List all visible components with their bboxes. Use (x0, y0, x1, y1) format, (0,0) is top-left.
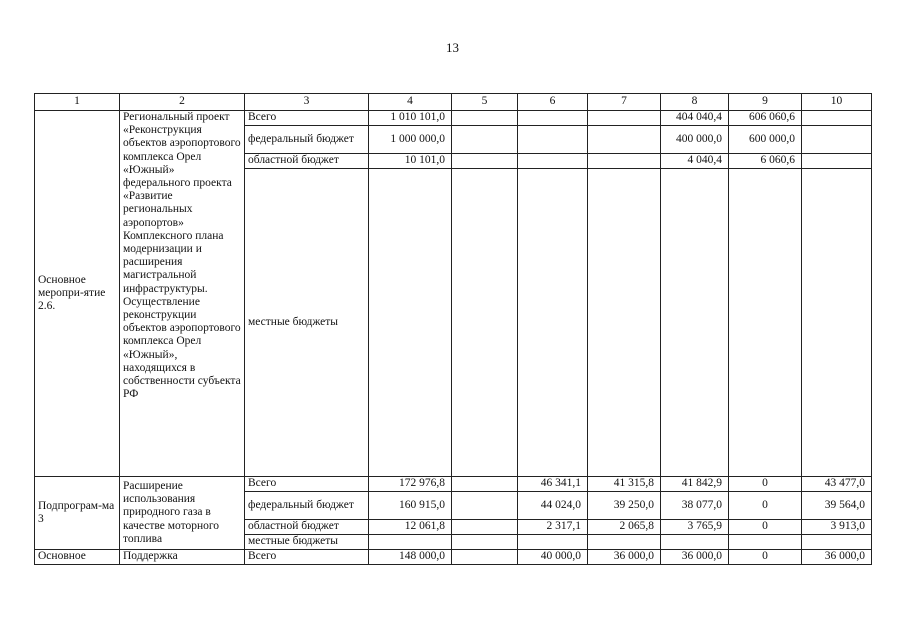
header-cell: 3 (245, 94, 369, 111)
value-cell: 3 913,0 (802, 520, 872, 535)
source-label: федеральный бюджет (245, 126, 369, 154)
value-cell (518, 126, 588, 154)
value-cell: 400 000,0 (661, 126, 729, 154)
header-cell: 8 (661, 94, 729, 111)
source-label: Всего (245, 477, 369, 492)
header-row (35, 94, 872, 111)
header-cell: 2 (120, 94, 245, 111)
activity-code: Основное (35, 550, 120, 565)
header-cell: 4 (369, 94, 452, 111)
value-cell (369, 535, 452, 550)
value-cell: 600 000,0 (729, 126, 802, 154)
value-cell: 404 040,4 (661, 111, 729, 126)
value-cell (729, 169, 802, 477)
value-cell (518, 535, 588, 550)
value-cell (452, 111, 518, 126)
header-cell: 10 (802, 94, 872, 111)
value-cell: 3 765,9 (661, 520, 729, 535)
value-cell: 6 060,6 (729, 154, 802, 169)
value-cell (369, 169, 452, 477)
source-label: Всего (245, 550, 369, 565)
value-cell (802, 126, 872, 154)
value-cell: 0 (729, 520, 802, 535)
budget-table (34, 93, 872, 565)
value-cell: 39 564,0 (802, 492, 872, 520)
value-cell (802, 169, 872, 477)
value-cell (588, 111, 661, 126)
activity-name: Региональный проект «Реконструкция объектов аэропортового комплекса Орел «Южный» федерального проекта «Развитие региональных аэропортов» Комплексного плана модернизации и расширения магистральной инфраструктуры. Осуществление реконструкции объектов аэропортового комплекса Орел «Южный», находящихся в собственности субъекта РФ (120, 111, 245, 477)
value-cell: 44 024,0 (518, 492, 588, 520)
value-cell: 36 000,0 (802, 550, 872, 565)
value-cell (452, 535, 518, 550)
header-cell: 6 (518, 94, 588, 111)
value-cell: 2 065,8 (588, 520, 661, 535)
value-cell (518, 169, 588, 477)
value-cell (588, 154, 661, 169)
value-cell: 160 915,0 (369, 492, 452, 520)
table-row (35, 550, 872, 565)
source-label: Всего (245, 111, 369, 126)
value-cell: 1 010 101,0 (369, 111, 452, 126)
header-cell: 9 (729, 94, 802, 111)
value-cell (729, 535, 802, 550)
value-cell (802, 154, 872, 169)
table-row (35, 477, 872, 492)
value-cell: 41 842,9 (661, 477, 729, 492)
value-cell: 39 250,0 (588, 492, 661, 520)
header-cell: 7 (588, 94, 661, 111)
value-cell (588, 126, 661, 154)
value-cell: 2 317,1 (518, 520, 588, 535)
value-cell: 12 061,8 (369, 520, 452, 535)
value-cell: 0 (729, 550, 802, 565)
value-cell (588, 535, 661, 550)
value-cell: 36 000,0 (661, 550, 729, 565)
value-cell: 43 477,0 (802, 477, 872, 492)
value-cell: 38 077,0 (661, 492, 729, 520)
value-cell (518, 111, 588, 126)
value-cell (588, 169, 661, 477)
value-cell: 10 101,0 (369, 154, 452, 169)
value-cell: 0 (729, 492, 802, 520)
value-cell: 40 000,0 (518, 550, 588, 565)
value-cell: 606 060,6 (729, 111, 802, 126)
source-label: местные бюджеты (245, 535, 369, 550)
value-cell: 41 315,8 (588, 477, 661, 492)
activity-name: Поддержка (120, 550, 245, 565)
source-label: федеральный бюджет (245, 492, 369, 520)
value-cell (661, 535, 729, 550)
value-cell (518, 154, 588, 169)
value-cell: 46 341,1 (518, 477, 588, 492)
value-cell (802, 535, 872, 550)
value-cell (452, 520, 518, 535)
source-label: областной бюджет (245, 154, 369, 169)
value-cell (452, 492, 518, 520)
value-cell: 36 000,0 (588, 550, 661, 565)
source-label: областной бюджет (245, 520, 369, 535)
value-cell: 172 976,8 (369, 477, 452, 492)
value-cell (661, 169, 729, 477)
value-cell: 4 040,4 (661, 154, 729, 169)
value-cell (452, 169, 518, 477)
header-cell: 1 (35, 94, 120, 111)
subprogram-name: Расширение использования природного газа в качестве моторного топлива (120, 477, 245, 550)
value-cell (452, 477, 518, 492)
subprogram-code: Подпрограм-ма 3 (35, 477, 120, 550)
value-cell: 1 000 000,0 (369, 126, 452, 154)
value-cell: 148 000,0 (369, 550, 452, 565)
source-label: местные бюджеты (245, 169, 369, 477)
header-cell: 5 (452, 94, 518, 111)
value-cell (452, 126, 518, 154)
value-cell: 0 (729, 477, 802, 492)
table-row (35, 111, 872, 126)
activity-code: Основное меропри-ятие 2.6. (35, 111, 120, 477)
value-cell (452, 154, 518, 169)
value-cell (452, 550, 518, 565)
page-number: 13 (446, 40, 459, 55)
value-cell (802, 111, 872, 126)
